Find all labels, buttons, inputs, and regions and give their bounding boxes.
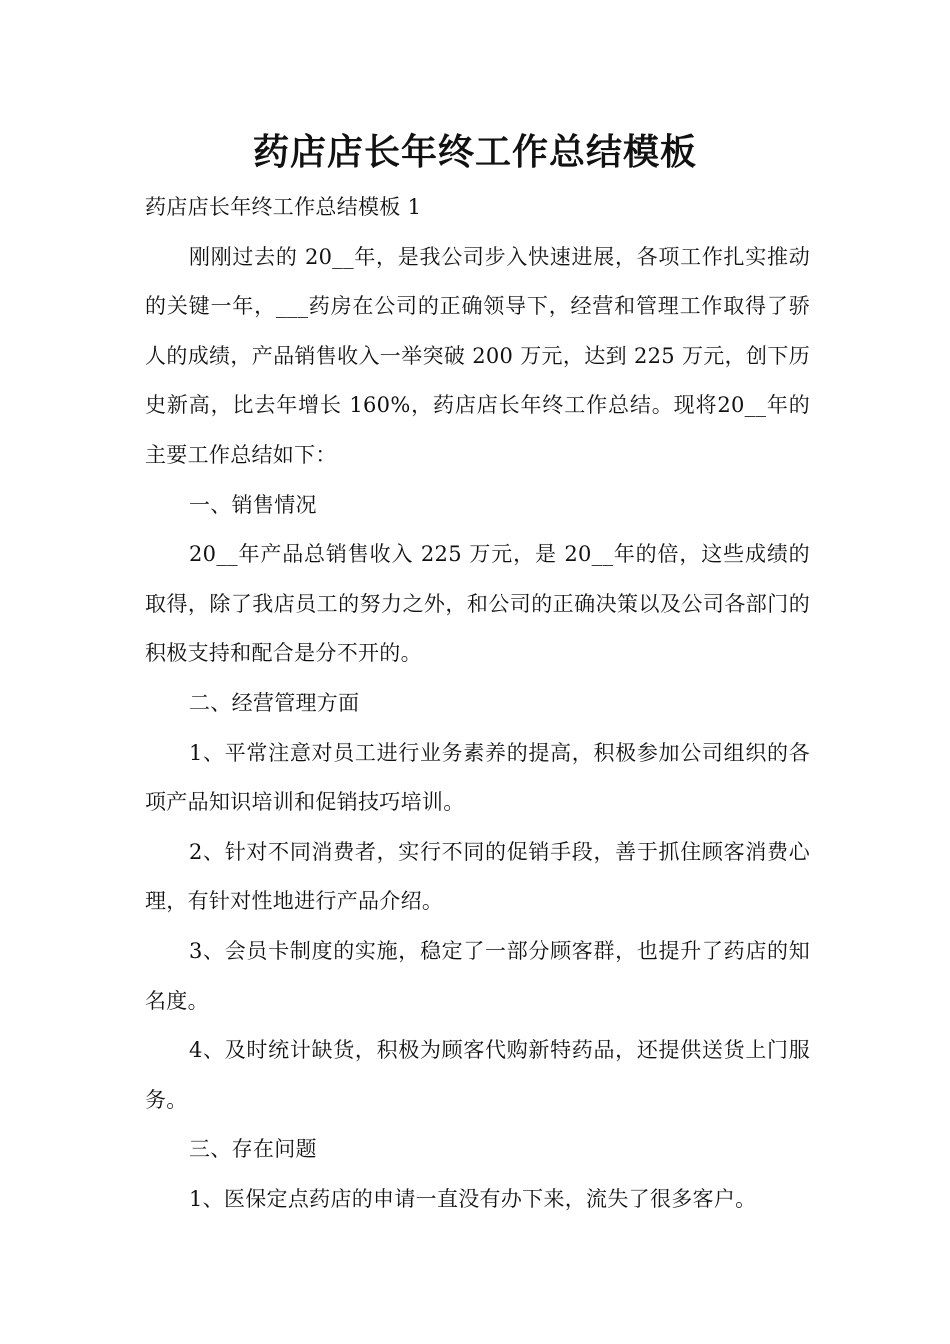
management-item-4: 4、及时统计缺货，积极为顾客代购新特药品，还提供送货上门服务。: [145, 1038, 810, 1112]
section-heading-sales: 一、销售情况: [189, 492, 317, 517]
management-item-2: 2、针对不同消费者，实行不同的促销手段，善于抓住顾客消费心理，有针对性地进行产品介绍。: [145, 839, 810, 914]
document-title: 药店店长年终工作总结模板: [252, 132, 697, 173]
document-body: [145, 183, 810, 1224]
subtitle-paragraph: 药店店长年终工作总结模板 1: [145, 195, 422, 219]
management-item-3: 3、会员卡制度的实施，稳定了一部分顾客群，也提升了药店的知名度。: [145, 938, 810, 1013]
intro-paragraph: 刚刚过去的 20__年，是我公司步入快速进展，各项工作扎实推动的关键一年，___药房在公司的正确领导下，经营和管理工作取得了骄人的成绩，产品销售收入一举突破 200 万元，达到 225 万元，创下历史新高，比去年增长 160%，药店店长年终工作总结。现将20__年的主要工作总结如下：: [145, 244, 810, 467]
management-item-1: 1、平常注意对员工进行业务素养的提高，积极参加公司组织的各项产品知识培训和促销技巧培训。: [145, 740, 810, 815]
section-heading-management: 二、经营管理方面: [189, 690, 360, 715]
problem-item-1: 1、医保定点药店的申请一直没有办下来，流失了很多客户。: [189, 1186, 757, 1211]
section-heading-problems: 三、存在问题: [189, 1137, 317, 1162]
sales-paragraph: 20__年产品总销售收入 225 万元，是 20__年的倍，这些成绩的取得，除了我店员工的努力之外，和公司的正确决策以及公司各部门的积极支持和配合是分不开的。: [145, 542, 810, 666]
